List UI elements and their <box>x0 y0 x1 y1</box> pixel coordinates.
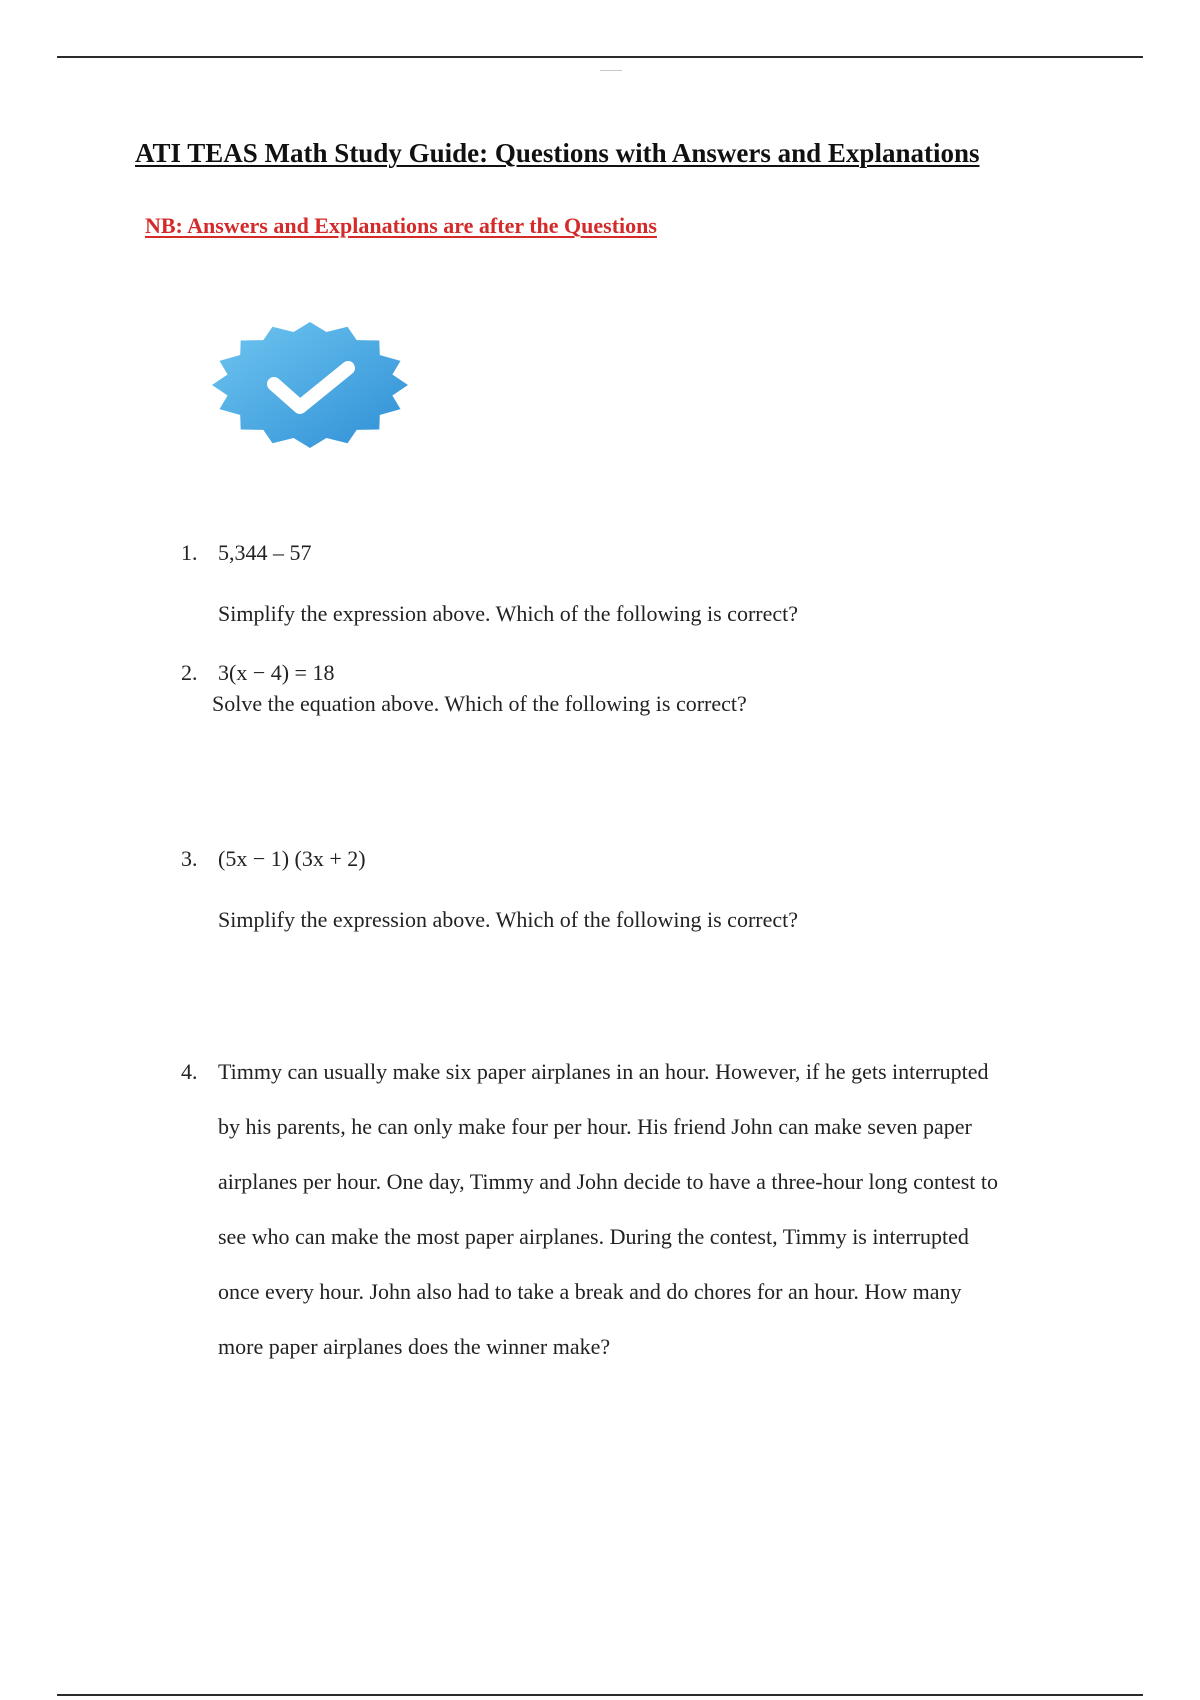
question-text-line: airplanes per hour. One day, Timmy and John decide to have a three-hour long contest to <box>218 1169 999 1194</box>
question-prompt: Solve the equation above. Which of the following is correct? <box>212 691 747 716</box>
question-number: 1. <box>181 540 198 565</box>
bottom-divider <box>57 1694 1143 1696</box>
question-text-line: by his parents, he can only make four per hour. His friend John can make seven paper <box>218 1114 972 1139</box>
question-prompt: Simplify the expression above. Which of the following is correct? <box>218 601 799 626</box>
verified-check-badge-icon <box>212 318 412 452</box>
question-number: 2. <box>181 660 198 685</box>
question-expression: (5x − 1) (3x + 2) <box>218 846 366 871</box>
question-number: 3. <box>181 846 198 871</box>
question-text-line: Timmy can usually make six paper airplanes in an hour. However, if he gets interrupted <box>218 1059 989 1084</box>
question-text-line: more paper airplanes does the winner make? <box>218 1334 611 1359</box>
document-title: ATI TEAS Math Study Guide: Questions with Answers and Explanations <box>135 138 980 168</box>
question-expression: 3(x − 4) = 18 <box>218 660 335 685</box>
answers-note: NB: Answers and Explanations are after the Questions <box>145 213 657 238</box>
question-text-line: see who can make the most paper airplanes. During the contest, Timmy is interrupted <box>218 1224 969 1249</box>
header-mark <box>600 70 622 71</box>
question-expression: 5,344 – 57 <box>218 540 312 565</box>
question-prompt: Simplify the expression above. Which of the following is correct? <box>218 907 799 932</box>
question-number: 4. <box>181 1059 198 1084</box>
top-divider <box>57 56 1143 58</box>
question-text-line: once every hour. John also had to take a break and do chores for an hour. How many <box>218 1279 962 1304</box>
